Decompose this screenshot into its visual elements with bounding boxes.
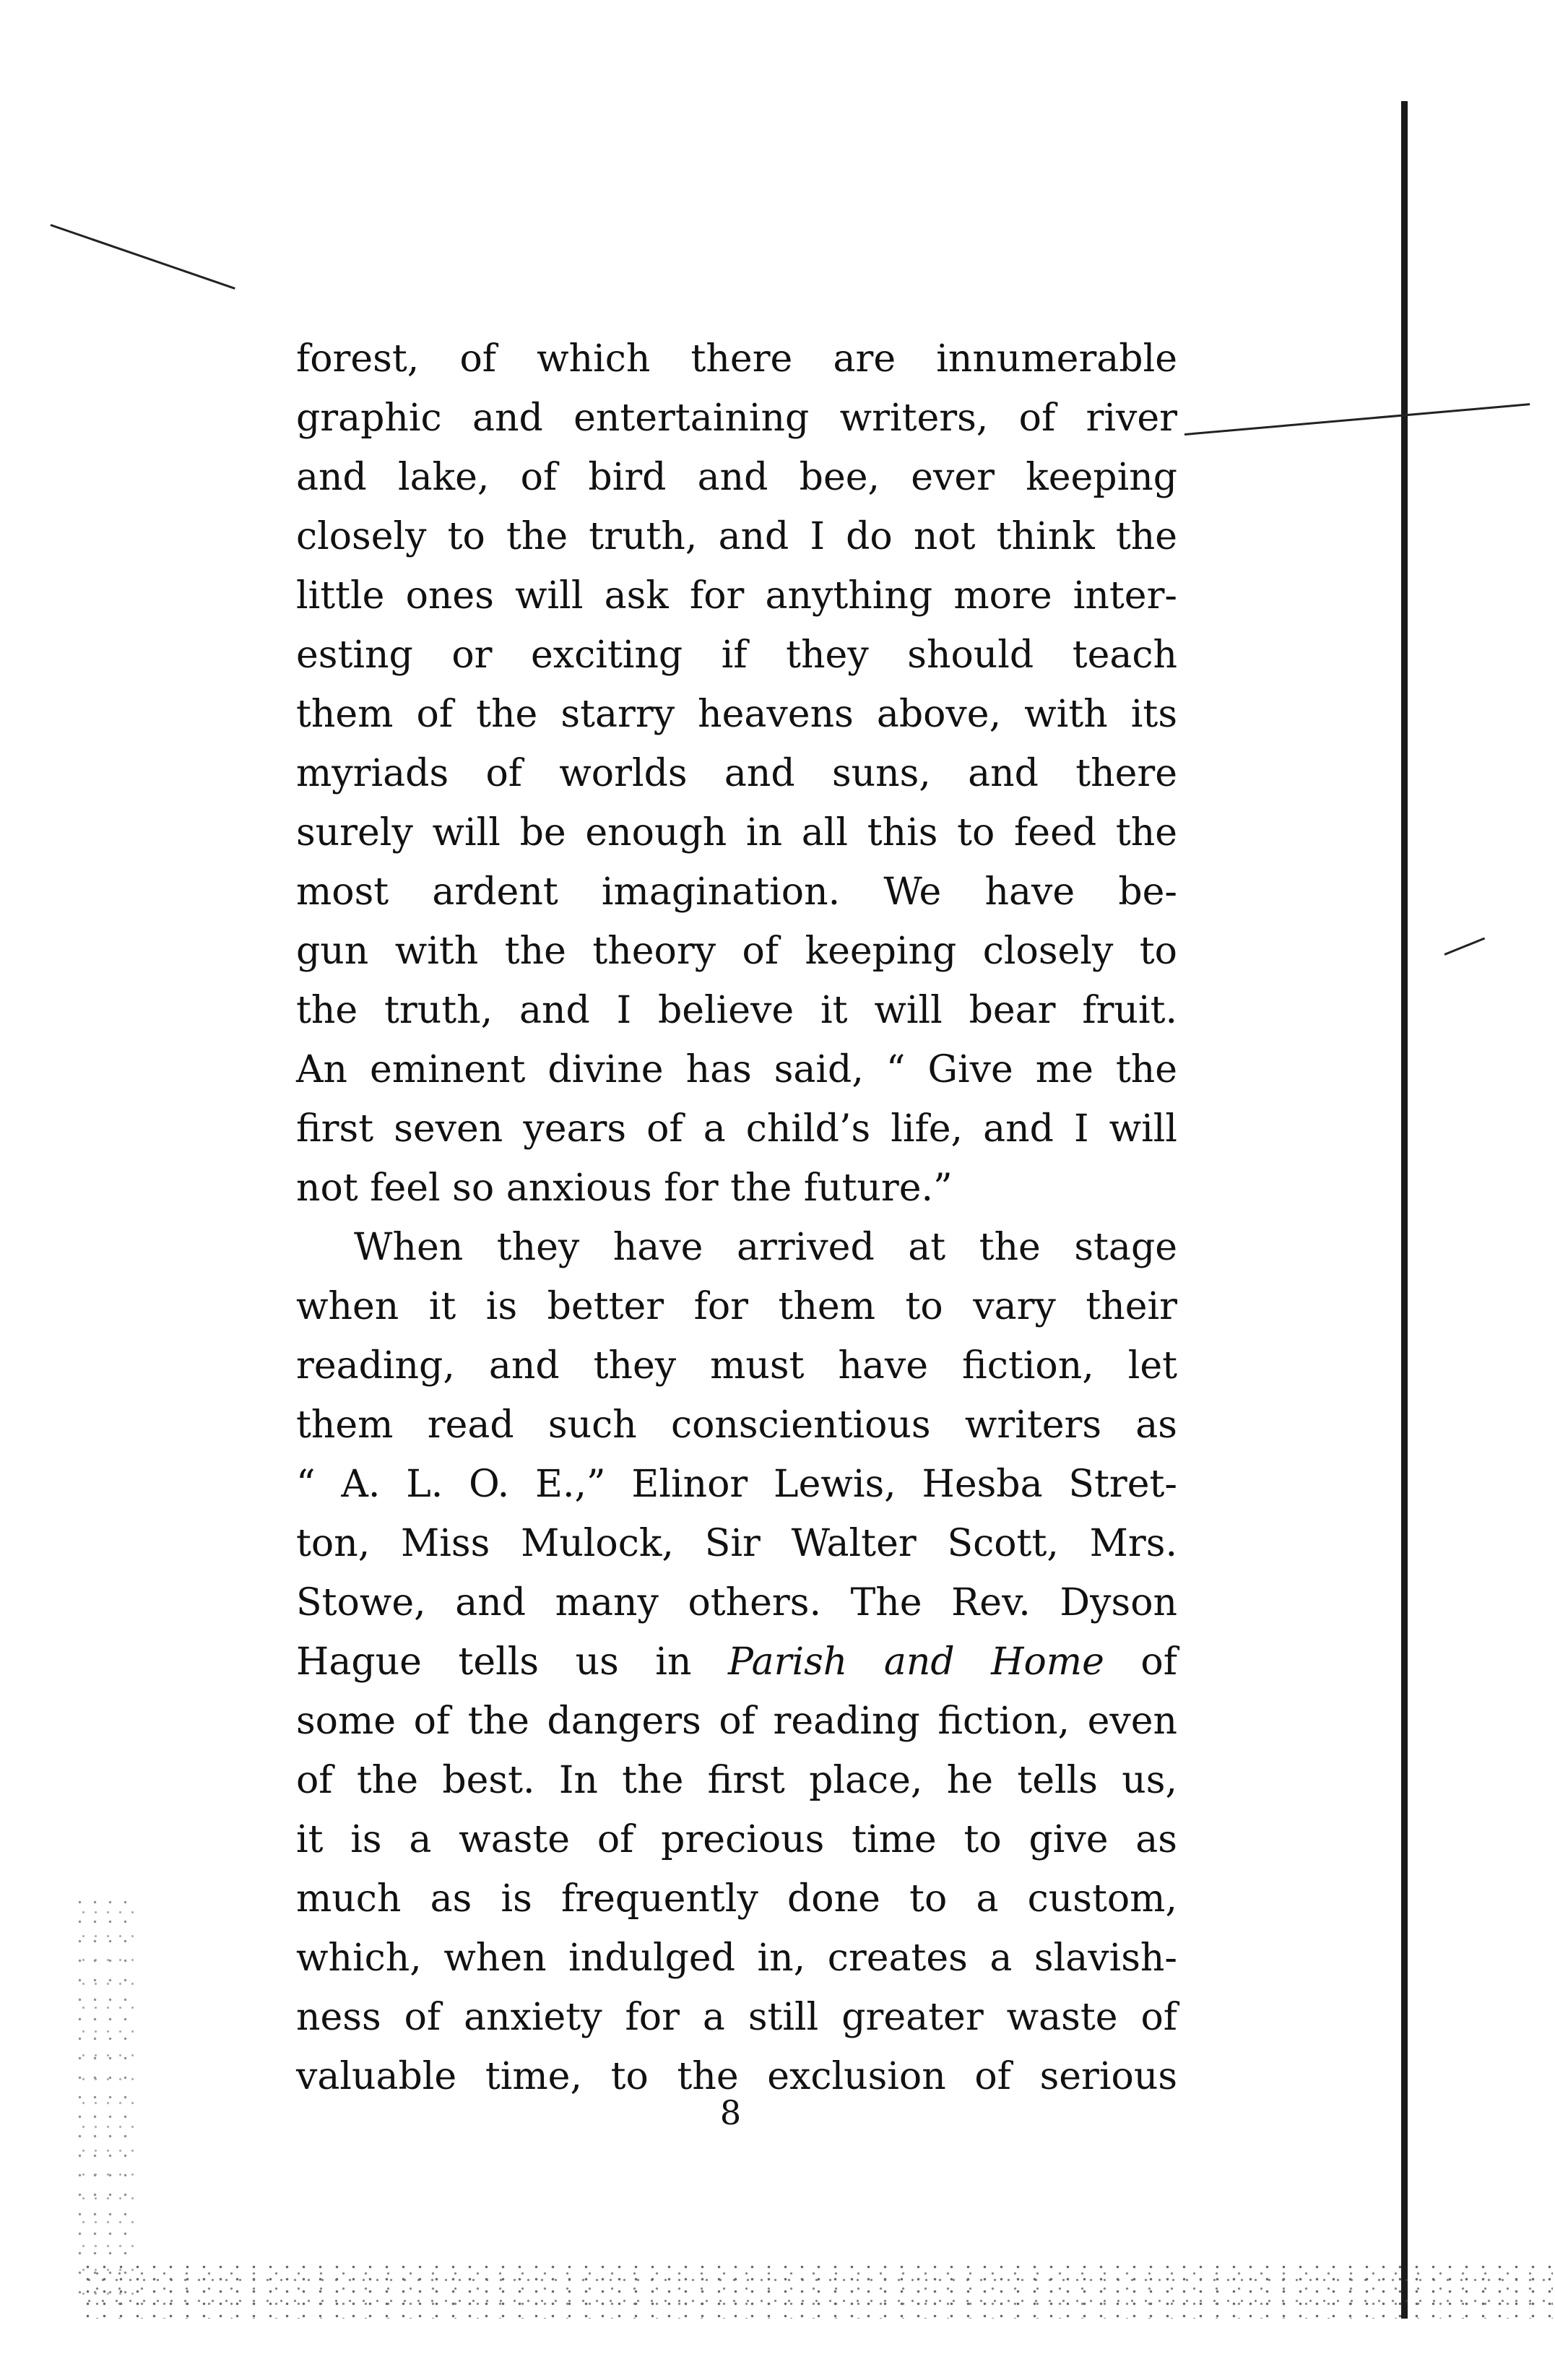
text-line: esting or exciting if they should teach: [296, 633, 1177, 677]
text-line: An eminent divine has said, “ Give me the: [296, 1048, 1177, 1091]
text-line: the truth, and I believe it will bear fruit.: [296, 989, 1177, 1032]
text-line: “ A. L. O. E.,” Elinor Lewis, Hesba Stret-: [296, 1463, 1177, 1506]
paragraph-end-line: not feel so anxious for the future.”: [296, 1167, 953, 1210]
text-line: of the best. In the first place, he tells us,: [296, 1759, 1177, 1802]
text-line: reading, and they must have fiction, let: [296, 1344, 1177, 1388]
text-line: graphic and entertaining writers, of river: [296, 397, 1177, 440]
text-line: Stowe, and many others. The Rev. Dyson: [296, 1581, 1177, 1624]
text-line: valuable time, to the exclusion of serious: [296, 2055, 1177, 2098]
binding-line: [1401, 101, 1408, 2319]
text-line: and lake, of bird and bee, ever keeping: [296, 456, 1177, 499]
text-line: it is a waste of precious time to give as: [296, 1818, 1177, 1861]
stray-mark-top-left: [51, 224, 235, 290]
text-line: which, when indulged in, creates a slavish-: [296, 1937, 1177, 1980]
text-line: some of the dangers of reading fiction, even: [296, 1700, 1177, 1743]
text-line: ton, Miss Mulock, Sir Walter Scott, Mrs.: [296, 1522, 1177, 1565]
text-line: first seven years of a child’s life, and I will: [296, 1107, 1177, 1151]
paragraph-start-line: When they have arrived at the stage: [354, 1226, 1177, 1269]
text-line: much as is frequently done to a custom,: [296, 1877, 1177, 1921]
text-line: surely will be enough in all this to feed the: [296, 811, 1177, 854]
italic-title: Parish and Home: [727, 1640, 1104, 1684]
text-fragment: of: [1104, 1640, 1177, 1684]
body-text: [296, 329, 1177, 2106]
text-line: gun with the theory of keeping closely to: [296, 930, 1177, 973]
text-line-with-title: [296, 1632, 1177, 1692]
text-fragment: Hague tells us in: [296, 1640, 728, 1684]
text-line: closely to the truth, and I do not think the: [296, 515, 1177, 558]
text-line: little ones will ask for anything more inter-: [296, 574, 1177, 618]
text-line: myriads of worlds and suns, and there: [296, 752, 1177, 795]
text-line: when it is better for them to vary their: [296, 1285, 1177, 1328]
text-line: most ardent imagination. We have be-: [296, 870, 1177, 914]
page-number: 8: [719, 2093, 742, 2132]
scan-noise-bottom: [79, 2261, 1553, 2319]
text-line: them read such conscientious writers as: [296, 1403, 1177, 1447]
text-line: forest, of which there are innumerable: [296, 337, 1177, 381]
stray-mark-top-right: [1184, 403, 1530, 436]
text-line: ness of anxiety for a still greater waste of: [296, 1996, 1177, 2039]
text-line: them of the starry heavens above, with its: [296, 693, 1177, 736]
stray-mark-right-margin: [1444, 938, 1485, 956]
